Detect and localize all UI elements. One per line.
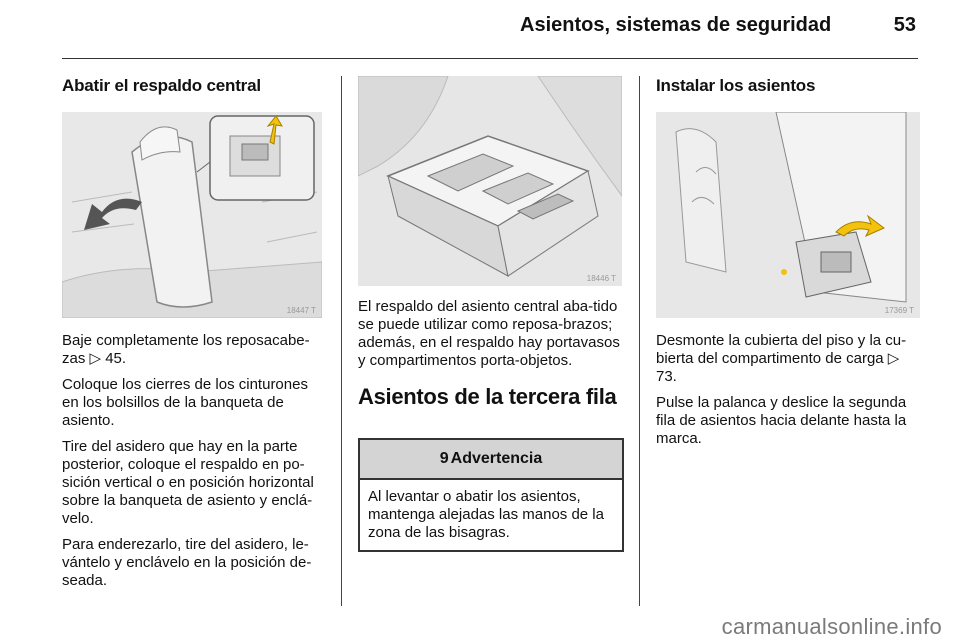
- section-heading-install-seats: Instalar los asientos: [656, 76, 816, 95]
- paragraph: El respaldo del asiento central aba-tido se puede utilizar como reposa-brazos; además, en el respaldo hay portavasos y compartimentos porta-objetos.: [358, 298, 620, 369]
- page-number: 53: [893, 14, 916, 36]
- column-3: [656, 76, 920, 456]
- warning-text: Al levantar o abatir los asientos, mantenga alejadas las manos de la zona de las bisagras.: [368, 488, 604, 541]
- column-divider-1: [341, 76, 342, 606]
- figure-seat-lever: [656, 112, 920, 318]
- column-2: [358, 76, 624, 410]
- seat-lever-illustration: [656, 112, 920, 318]
- column-1: [62, 76, 326, 598]
- paragraph: Desmonte la cubierta del piso y la cu-bierta del compartimento de carga ▷ 73.: [656, 332, 907, 385]
- column-divider-2: [639, 76, 640, 606]
- paragraph: Baje completamente los reposacabe-zas ▷ 45.: [62, 332, 310, 367]
- warning-box: [358, 438, 624, 552]
- paragraph: Pulse la palanca y deslice la segunda fila de asientos hacia delante hasta la marca.: [656, 394, 907, 447]
- figure-id-label: 17369 T: [884, 306, 914, 315]
- watermark-text[interactable]: carmanualsonline.info: [721, 614, 942, 639]
- page-header-title: Asientos, sistemas de seguridad: [520, 14, 832, 36]
- paragraph: Para enderezarlo, tire del asidero, le-vántelo y enclávelo en la posición de-seada.: [62, 536, 312, 589]
- section-heading-fold-center: Abatir el respaldo central: [62, 76, 261, 95]
- section-heading-third-row: Asientos de la tercera fila: [358, 384, 617, 409]
- armrest-illustration: [358, 76, 622, 286]
- warning-header: [360, 440, 622, 480]
- figure-armrest: [358, 76, 622, 286]
- warning-icon: 9: [439, 450, 449, 467]
- figure-id-label: 18447 T: [286, 306, 316, 315]
- figure-id-label: 18446 T: [586, 274, 616, 283]
- paragraph: Tire del asidero que hay en la parte posterior, coloque el respaldo en po-sición vertical o en posición horizontal sobre la banqueta de asiento y enclá-velo.: [62, 438, 314, 527]
- header-divider: [62, 58, 918, 59]
- paragraph: Coloque los cierres de los cinturones en los bolsillos de la banqueta de asiento.: [62, 376, 308, 429]
- center-backrest-illustration: [62, 112, 322, 318]
- figure-center-backrest: [62, 112, 322, 318]
- warning-title: Advertencia: [450, 450, 543, 467]
